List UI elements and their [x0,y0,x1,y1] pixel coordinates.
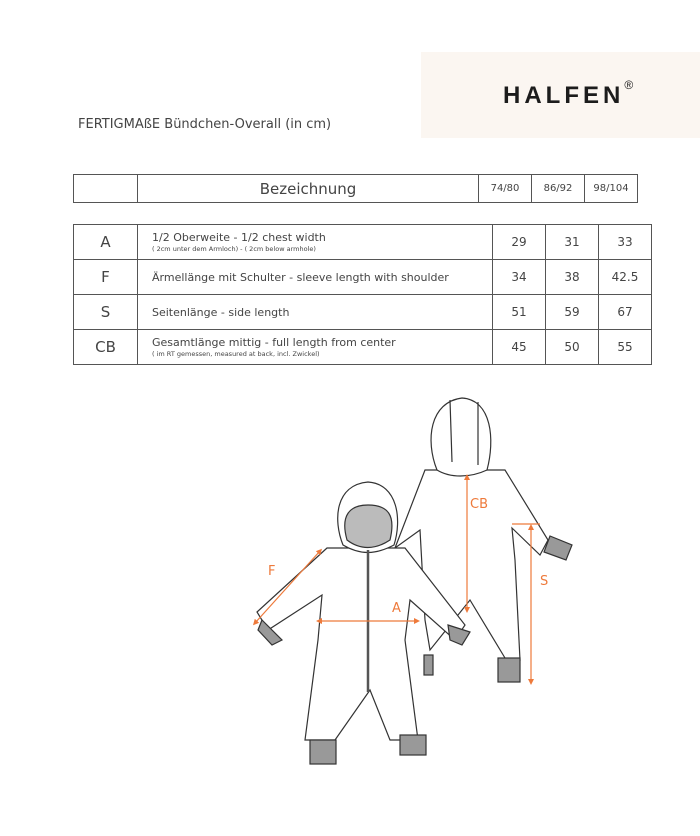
row-code: A [74,225,138,260]
label-F: F [268,564,276,579]
row-value: 42.5 [599,260,652,295]
row-value: 31 [546,225,599,260]
row-value: 33 [599,225,652,260]
row-value: 67 [599,295,652,330]
table-row [74,260,652,295]
row-description [138,295,493,330]
table-row [74,225,652,260]
label-S: S [540,574,549,589]
description-note: ( im RT gemessen, measured at back, incl. Zwickel) [152,350,320,358]
header-size: 98/104 [585,175,638,203]
header-code [74,175,138,203]
overall-measurement-diagram [0,380,700,800]
size-table [73,224,652,365]
overall-back-illustration [395,398,572,682]
description-main: Gesamtlänge mittig - full length from center [152,336,396,349]
row-value: 51 [493,295,546,330]
table-row [74,330,652,365]
description-main: Seitenlänge - side length [152,305,290,319]
label-A: A [392,601,401,616]
row-description [138,225,493,260]
row-description [138,260,493,295]
header-description: Bezeichnung [138,175,479,203]
row-code: F [74,260,138,295]
row-value: 34 [493,260,546,295]
size-table-header [73,174,638,203]
row-value: 55 [599,330,652,365]
row-code: S [74,295,138,330]
row-value: 45 [493,330,546,365]
row-value: 50 [546,330,599,365]
header-size: 86/92 [532,175,585,203]
row-value: 59 [546,295,599,330]
row-value: 29 [493,225,546,260]
row-value: 38 [546,260,599,295]
description-main: Ärmellänge mit Schulter - sleeve length with shoulder [152,270,449,284]
label-CB: CB [470,497,488,512]
header-size: 74/80 [479,175,532,203]
page-title: FERTIGMAßE Bündchen-Overall (in cm) [78,117,332,132]
row-code: CB [74,330,138,365]
description-note: ( 2cm unter dem Armloch) - ( 2cm below armhole) [152,245,316,253]
description-main: 1/2 Oberweite - 1/2 chest width [152,231,326,244]
brand-logo: HALFEN® [503,78,634,109]
row-description [138,330,493,365]
table-row [74,295,652,330]
